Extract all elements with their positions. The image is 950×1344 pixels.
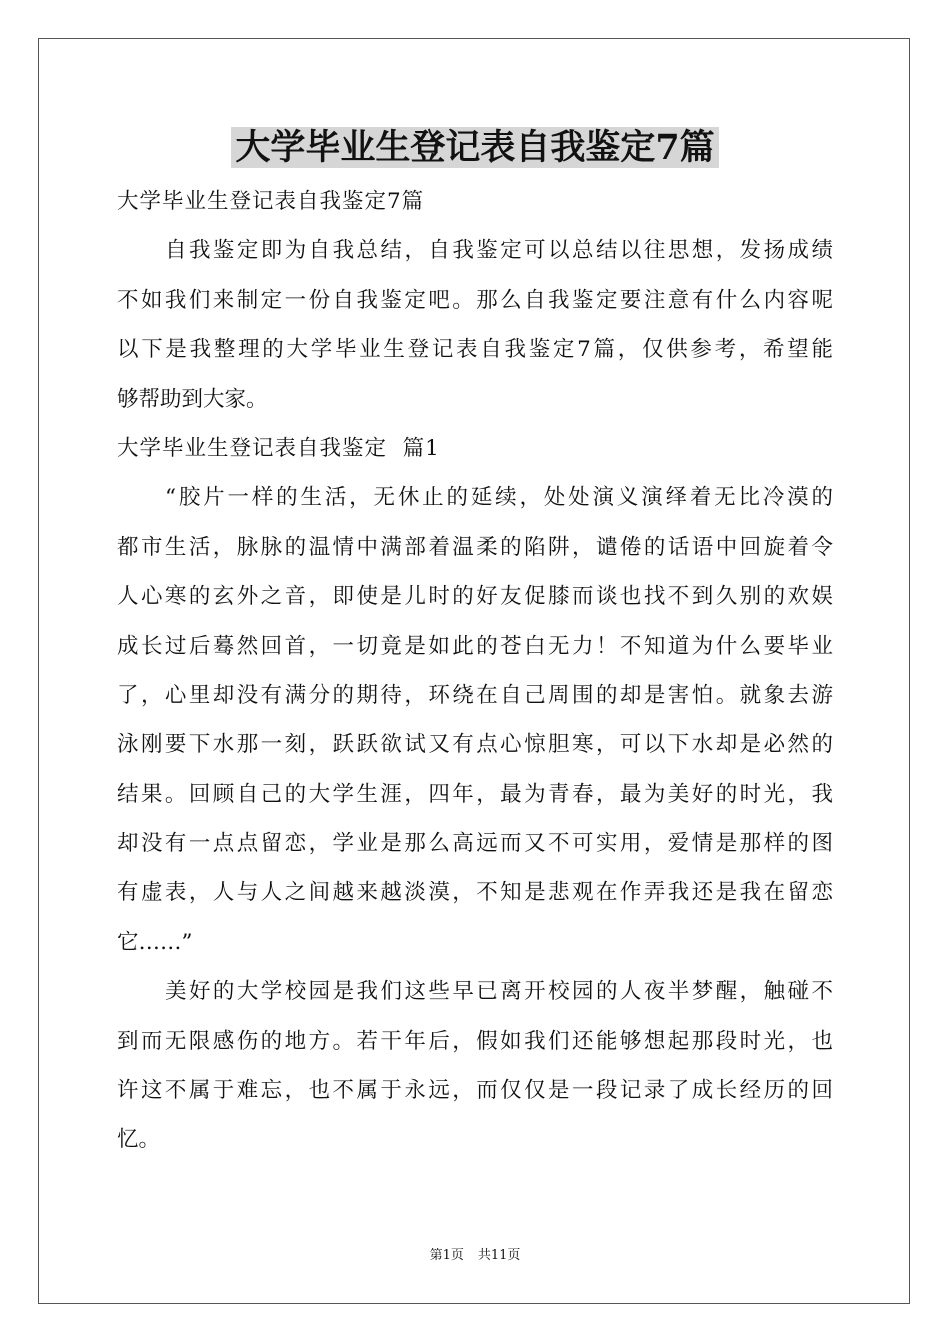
para1-line: “胶片一样的生活，无休止的延续，处处演义演绎着无比冷漠的 <box>165 485 833 511</box>
intro-line: 够帮助到大家。 <box>117 386 268 412</box>
section-heading: 大学毕业生登记表自我鉴定 篇1 <box>117 435 440 461</box>
para1-line: 成长过后蓦然回首，一切竟是如此的苍白无力！不知道为什么要毕业 <box>117 633 833 659</box>
intro-line: 不如我们来制定一份自我鉴定吧。那么自我鉴定要注意有什么内容呢 <box>117 287 833 313</box>
para1-line: 都市生活，脉脉的温情中满部着温柔的陷阱，谴倦的话语中回旋着令 <box>117 534 833 560</box>
page-total: 共11页 <box>477 1248 521 1263</box>
document-title: 大学毕业生登记表自我鉴定7篇 <box>231 127 718 168</box>
page-footer <box>0 1246 950 1266</box>
para1-line: 结果。回顾自己的大学生涯，四年，最为青春，最为美好的时光，我 <box>117 781 833 807</box>
para2-line: 美好的大学校园是我们这些早已离开校园的人夜半梦醒，触碰不 <box>165 979 833 1005</box>
intro-line: 以下是我整理的大学毕业生登记表自我鉴定7篇，仅供参考，希望能 <box>117 337 833 363</box>
para1-line: 它……” <box>117 929 193 955</box>
page-number: 第1页 <box>429 1248 464 1263</box>
intro-line: 自我鉴定即为自我总结，自我鉴定可以总结以往思想，发扬成绩 <box>165 238 833 264</box>
para1-line: 却没有一点点留恋，学业是那么高远而又不可实用，爱情是那样的图 <box>117 831 833 857</box>
para1-line: 有虚表，人与人之间越来越淡漠，不知是悲观在作弄我还是我在留恋 <box>117 880 833 906</box>
para2-line: 忆。 <box>117 1127 161 1153</box>
subtitle-line: 大学毕业生登记表自我鉴定7篇 <box>117 189 425 214</box>
para2-line: 到而无限感伤的地方。若干年后，假如我们还能够想起那段时光，也 <box>117 1028 833 1054</box>
para1-line: 泳刚要下水那一刻，跃跃欲试又有点心惊胆寒，可以下水却是必然的 <box>117 732 833 758</box>
document-title-block <box>0 126 950 170</box>
para1-line: 人心寒的玄外之音，即使是儿时的好友促膝而谈也找不到久别的欢娱 <box>117 584 833 610</box>
para1-line: 了，心里却没有满分的期待，环绕在自己周围的却是害怕。就象去游 <box>117 682 833 708</box>
para2-line: 许这不属于难忘，也不属于永远，而仅仅是一段记录了成长经历的回 <box>117 1078 833 1104</box>
document-body <box>117 177 833 1165</box>
